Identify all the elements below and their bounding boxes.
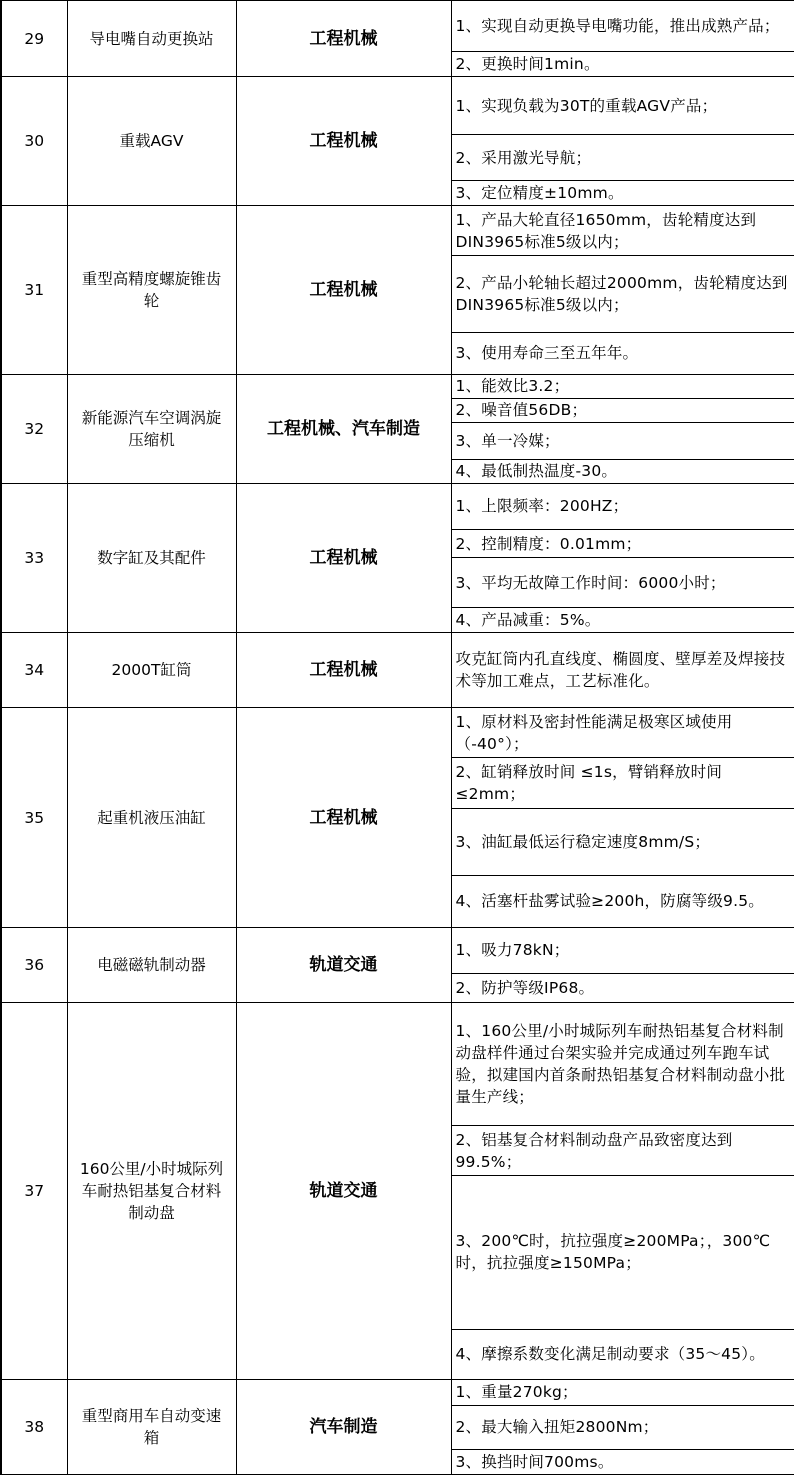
- requirement: 1、产品大轮直径1650mm，齿轮精度达到DIN3965标准5级以内；: [451, 206, 794, 256]
- requirement: 2、更换时间1min。: [451, 52, 794, 77]
- requirement: 1、160公里/小时城际列车耐热铝基复合材料制动盘样件通过台架实验并完成通过列车跑车试验，拟建国内首条耐热铝基复合材料制动盘小批量生产线；: [451, 1002, 794, 1125]
- requirement: 攻克缸筒内孔直线度、椭圆度、壁厚差及焊接技术等加工难点，工艺标准化。: [451, 633, 794, 708]
- row-number: 31: [1, 206, 67, 374]
- product-name: 导电嘴自动更换站: [67, 1, 236, 77]
- product-name: 160公里/小时城际列车耐热铝基复合材料制动盘: [67, 1002, 236, 1379]
- product-name: 重型商用车自动变速箱: [67, 1379, 236, 1474]
- requirement: 1、上限频率：200HZ；: [451, 483, 794, 529]
- requirement: 1、原材料及密封性能满足极寒区域使用（-40°）；: [451, 708, 794, 758]
- row-number: 33: [1, 483, 67, 632]
- requirement: 1、实现自动更换导电嘴功能，推出成熟产品；: [451, 1, 794, 52]
- industry-field: 工程机械: [236, 633, 451, 708]
- industry-field: 工程机械: [236, 77, 451, 206]
- industry-field: 汽车制造: [236, 1379, 451, 1474]
- requirement: 1、能效比3.2；: [451, 374, 794, 398]
- table-row: [1, 708, 794, 758]
- industry-field: 工程机械: [236, 483, 451, 632]
- requirement: 3、单一冷媒；: [451, 422, 794, 459]
- table-row: [1, 206, 794, 256]
- table-row: [1, 77, 794, 135]
- table-row: [1, 1, 794, 52]
- industry-field: 工程机械: [236, 1, 451, 77]
- product-name: 新能源汽车空调涡旋压缩机: [67, 374, 236, 483]
- table-row: [1, 1002, 794, 1125]
- table-row: [1, 927, 794, 973]
- requirement: 2、铝基复合材料制动盘产品致密度达到99.5%；: [451, 1126, 794, 1176]
- row-number: 38: [1, 1379, 67, 1474]
- row-number: 29: [1, 1, 67, 77]
- requirement: 2、产品小轮轴长超过2000mm，齿轮精度达到DIN3965标准5级以内；: [451, 256, 794, 332]
- requirement: 2、最大输入扭矩2800Nm；: [451, 1405, 794, 1449]
- row-number: 34: [1, 633, 67, 708]
- row-number: 35: [1, 708, 67, 927]
- requirement: 2、采用激光导航；: [451, 135, 794, 181]
- product-name: 重载AGV: [67, 77, 236, 206]
- requirement: 4、活塞杆盐雾试验≥200h，防腐等级9.5。: [451, 875, 794, 927]
- table-row: [1, 483, 794, 529]
- requirement: 1、实现负载为30T的重载AGV产品；: [451, 77, 794, 135]
- requirement: 4、最低制热温度-30。: [451, 459, 794, 483]
- table-row: [1, 374, 794, 398]
- product-name: 起重机液压油缸: [67, 708, 236, 927]
- requirement: 3、200℃时，抗拉强度≥200MPa；，300℃时，抗拉强度≥150MPa；: [451, 1176, 794, 1329]
- row-number: 36: [1, 927, 67, 1002]
- requirement: 4、摩擦系数变化满足制动要求（35～45）。: [451, 1329, 794, 1379]
- product-name: 数字缸及其配件: [67, 483, 236, 632]
- industry-field: 轨道交通: [236, 1002, 451, 1379]
- row-number: 30: [1, 77, 67, 206]
- requirement: 3、定位精度±10mm。: [451, 181, 794, 206]
- row-number: 37: [1, 1002, 67, 1379]
- product-name: 重型高精度螺旋锥齿轮: [67, 206, 236, 374]
- requirement: 2、防护等级IP68。: [451, 973, 794, 1002]
- requirement: 3、油缸最低运行稳定速度8mm/S；: [451, 808, 794, 875]
- table-row: [1, 633, 794, 708]
- requirement: 1、重量270kg；: [451, 1379, 794, 1405]
- requirement: 2、噪音值56DB；: [451, 398, 794, 422]
- row-number: 32: [1, 374, 67, 483]
- product-name: 电磁磁轨制动器: [67, 927, 236, 1002]
- table-row: [1, 1379, 794, 1405]
- industry-field: 工程机械、汽车制造: [236, 374, 451, 483]
- requirement: 3、换挡时间700ms。: [451, 1449, 794, 1474]
- industry-field: 轨道交通: [236, 927, 451, 1002]
- requirement: 1、吸力78kN；: [451, 927, 794, 973]
- requirement: 2、缸销释放时间 ≤1s，臂销释放时间≤2mm；: [451, 758, 794, 808]
- industry-field: 工程机械: [236, 206, 451, 374]
- requirement: 4、产品减重：5%。: [451, 608, 794, 633]
- product-name: 2000T缸筒: [67, 633, 236, 708]
- requirement: 3、平均无故障工作时间：6000小时；: [451, 558, 794, 608]
- requirement: 2、控制精度：0.01mm；: [451, 530, 794, 558]
- requirement: 3、使用寿命三至五年年。: [451, 332, 794, 374]
- industry-field: 工程机械: [236, 708, 451, 927]
